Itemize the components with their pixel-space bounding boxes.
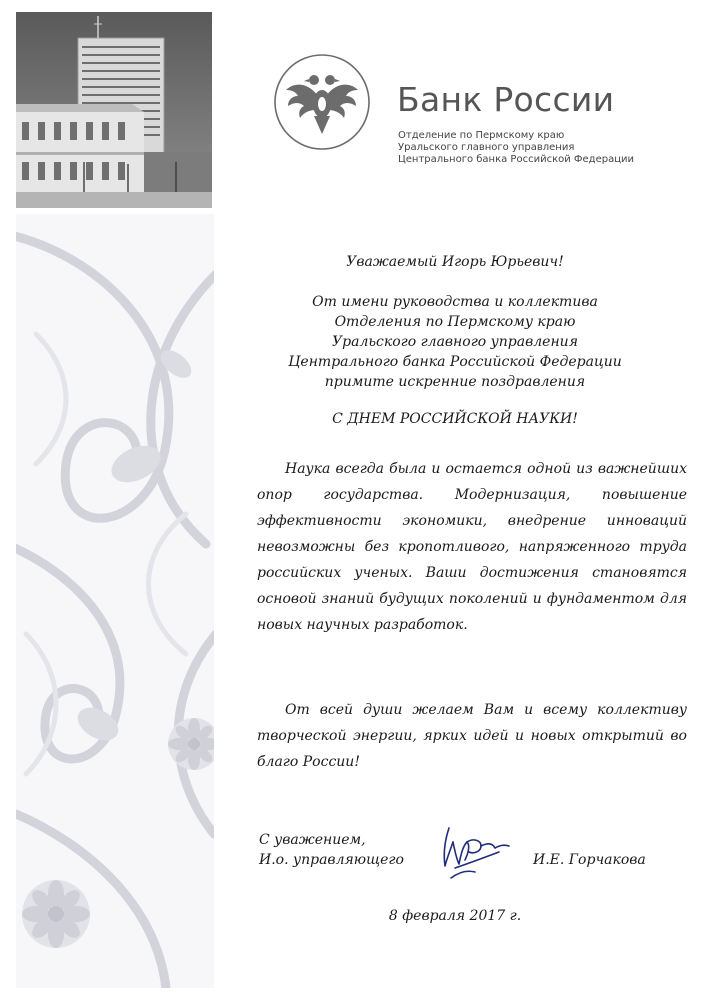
intro-line: примите искренние поздравления <box>324 374 586 390</box>
handwritten-signature <box>437 822 519 884</box>
bank-name: Банк России <box>397 80 615 119</box>
letter-date: 8 февраля 2017 г. <box>388 908 522 924</box>
closing-regards: С уважением, <box>259 832 366 848</box>
intro-line: От имени руководства и коллектива <box>312 294 598 310</box>
intro-line: Центрального банка Российской Федерации <box>288 354 622 370</box>
letter-paragraph: Наука всегда была и остается одной из важнейших опор государства. Модернизация, повышение эффективности экономики, внедрение инноваций невозможны без кропотливого, напряженного труда российских ученых. Ваши достижения становятся основой знаний будущих поколений и фундаментом для новых научных разработок. <box>257 461 687 633</box>
signer-name: И.Е. Горчакова <box>533 852 646 868</box>
closing-position: И.о. управляющего <box>259 852 404 868</box>
letter-greeting: Уважаемый Игорь Юрьевич! <box>346 254 564 270</box>
letter-paragraph: От всей души желаем Вам и всему коллективу творческой энергии, ярких идей и новых открытий во благо России! <box>257 702 687 770</box>
holiday-title: С ДНЕМ РОССИЙСКОЙ НАУКИ! <box>332 411 578 427</box>
wrought-iron-ornament <box>16 214 214 988</box>
intro-line: Уральского главного управления <box>332 334 578 350</box>
letter-intro <box>215 292 695 392</box>
intro-line: Отделения по Пермскому краю <box>334 314 576 330</box>
letter-body <box>215 0 707 1000</box>
branch-line: Уральского главного управления <box>398 142 575 153</box>
bank-building-photo <box>16 12 212 208</box>
branch-line: Центрального банка Российской Федерации <box>398 154 635 165</box>
closing <box>259 830 404 870</box>
branch-line: Отделение по Пермскому краю <box>398 130 565 141</box>
